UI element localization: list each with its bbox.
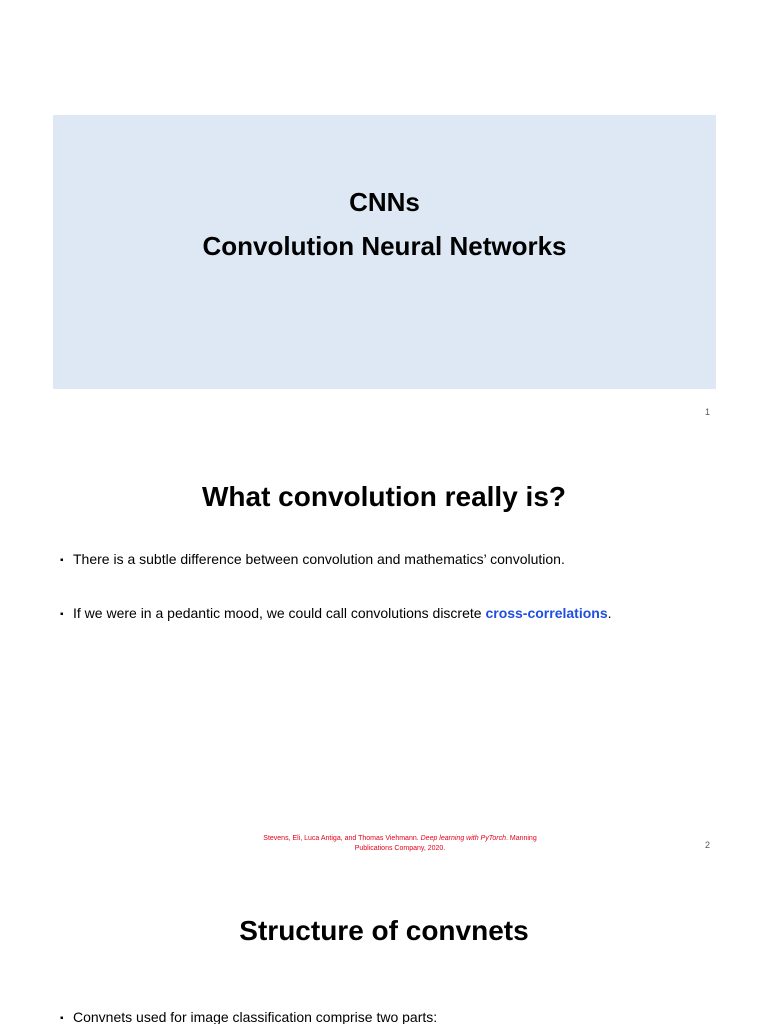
bullet-text: If we were in a pedantic mood, we could call convolutions discrete bbox=[73, 605, 486, 621]
citation bbox=[250, 834, 550, 854]
slide-heading: What convolution really is? bbox=[201, 481, 567, 512]
bullet-text-end: . bbox=[607, 605, 612, 621]
page-number: 1 bbox=[704, 407, 710, 417]
page-number: 2 bbox=[704, 840, 710, 850]
bullet-icon: ▪ bbox=[60, 1013, 64, 1024]
slide-heading: Structure of convnets bbox=[239, 915, 529, 946]
bullet-icon: ▪ bbox=[60, 555, 64, 566]
slide-subtitle: Convolution Neural Networks bbox=[202, 231, 567, 261]
citation-book-title: Deep learning with PyTorch bbox=[420, 835, 506, 842]
slide-2 bbox=[0, 430, 768, 870]
bullet-item bbox=[60, 604, 720, 624]
bullet-item bbox=[60, 1008, 720, 1024]
slide-3 bbox=[0, 870, 768, 1024]
bullet-text: There is a subtle difference between convolution and mathematics’ convolution. bbox=[73, 551, 565, 567]
slide-title: CNNs bbox=[349, 187, 420, 217]
bullet-text: Convnets used for image classification comprise two parts: bbox=[73, 1009, 438, 1024]
citation-publisher: . Manning Publications Company, 2020. bbox=[354, 835, 537, 852]
slide-1 bbox=[0, 0, 768, 430]
bullet-item bbox=[60, 550, 720, 570]
citation-authors: Stevens, Eli, Luca Antiga, and Thomas Viehmann. bbox=[263, 835, 421, 842]
highlight-term: cross-correlations bbox=[485, 605, 608, 621]
bullet-icon: ▪ bbox=[60, 609, 64, 620]
title-box bbox=[53, 115, 716, 389]
